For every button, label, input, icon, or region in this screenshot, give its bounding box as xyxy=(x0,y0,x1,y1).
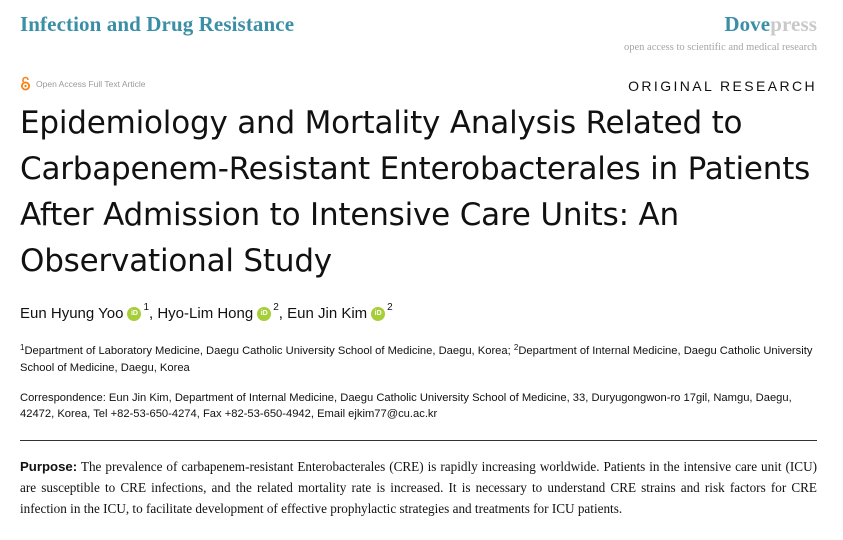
author-name[interactable]: Hyo-Lim Hong xyxy=(157,305,254,322)
publisher-logo-part2: press xyxy=(770,12,817,36)
open-access-icon xyxy=(20,76,31,91)
orcid-icon[interactable]: iD xyxy=(257,307,271,321)
abstract-text: The prevalence of carbapenem-resistant Enterobacterales (CRE) is rapidly increasing worldwide. Patients in the intensive care unit (ICU) are susceptible to CRE infections, and the related mortality rate is increased. It is necessary to understand CRE strains and risk factors for CRE infection in the ICU, to facilitate development of effective prophylactic strategies and treatments for ICU patients. xyxy=(20,459,817,516)
publisher-logo[interactable] xyxy=(724,12,817,37)
abstract-purpose xyxy=(20,456,817,519)
open-access-text: Open Access Full Text Article xyxy=(36,78,146,89)
author-affiliation-number: 2 xyxy=(387,302,393,313)
affiliation-text: Department of Internal Medicine, Daegu Catholic University School of Medicine, Daegu, Korea xyxy=(20,345,813,374)
affiliation-text: Department of Laboratory Medicine, Daegu Catholic University School of Medicine, Daegu, Korea; xyxy=(24,345,514,357)
affiliation-number: 2 xyxy=(513,343,519,352)
affiliation-number: 1 xyxy=(20,343,25,352)
section-divider xyxy=(20,440,817,441)
author-affiliation-number: 1 xyxy=(143,302,149,313)
abstract-label: Purpose: xyxy=(20,459,78,474)
correspondence: Correspondence: Eun Jin Kim, Department of Internal Medicine, Daegu Catholic University School of Medicine, 33, Duryugongwon-ro 17gil, Namgu, Daegu, 42472, Korea, Tel +82-53-650-4274, Fax +82-53-650-4942, Email ejkim77@cu.ac.kr xyxy=(20,392,792,420)
author-separator: , xyxy=(278,305,288,322)
article-type: ORIGINAL RESEARCH xyxy=(628,78,817,94)
journal-name[interactable]: Infection and Drug Resistance xyxy=(20,12,295,36)
affiliations xyxy=(20,343,820,376)
author-name[interactable]: Eun Jin Kim xyxy=(287,305,368,322)
author-separator: , xyxy=(149,305,158,322)
open-access-label xyxy=(20,76,145,91)
author-affiliation-number: 2 xyxy=(273,302,279,313)
article-title: Epidemiology and Mortality Analysis Related to Carbapenem-Resistant Enterobacterales in Patients After Admission to Intensive Care Units: An Observational Study xyxy=(20,105,811,279)
author-list xyxy=(20,302,393,322)
publisher-logo-part1: Dove xyxy=(724,12,771,36)
publisher-tagline: open access to scientific and medical research xyxy=(624,42,817,53)
orcid-icon[interactable]: iD xyxy=(127,307,141,321)
orcid-icon[interactable]: iD xyxy=(371,307,385,321)
author-name[interactable]: Eun Hyung Yoo xyxy=(20,305,124,322)
